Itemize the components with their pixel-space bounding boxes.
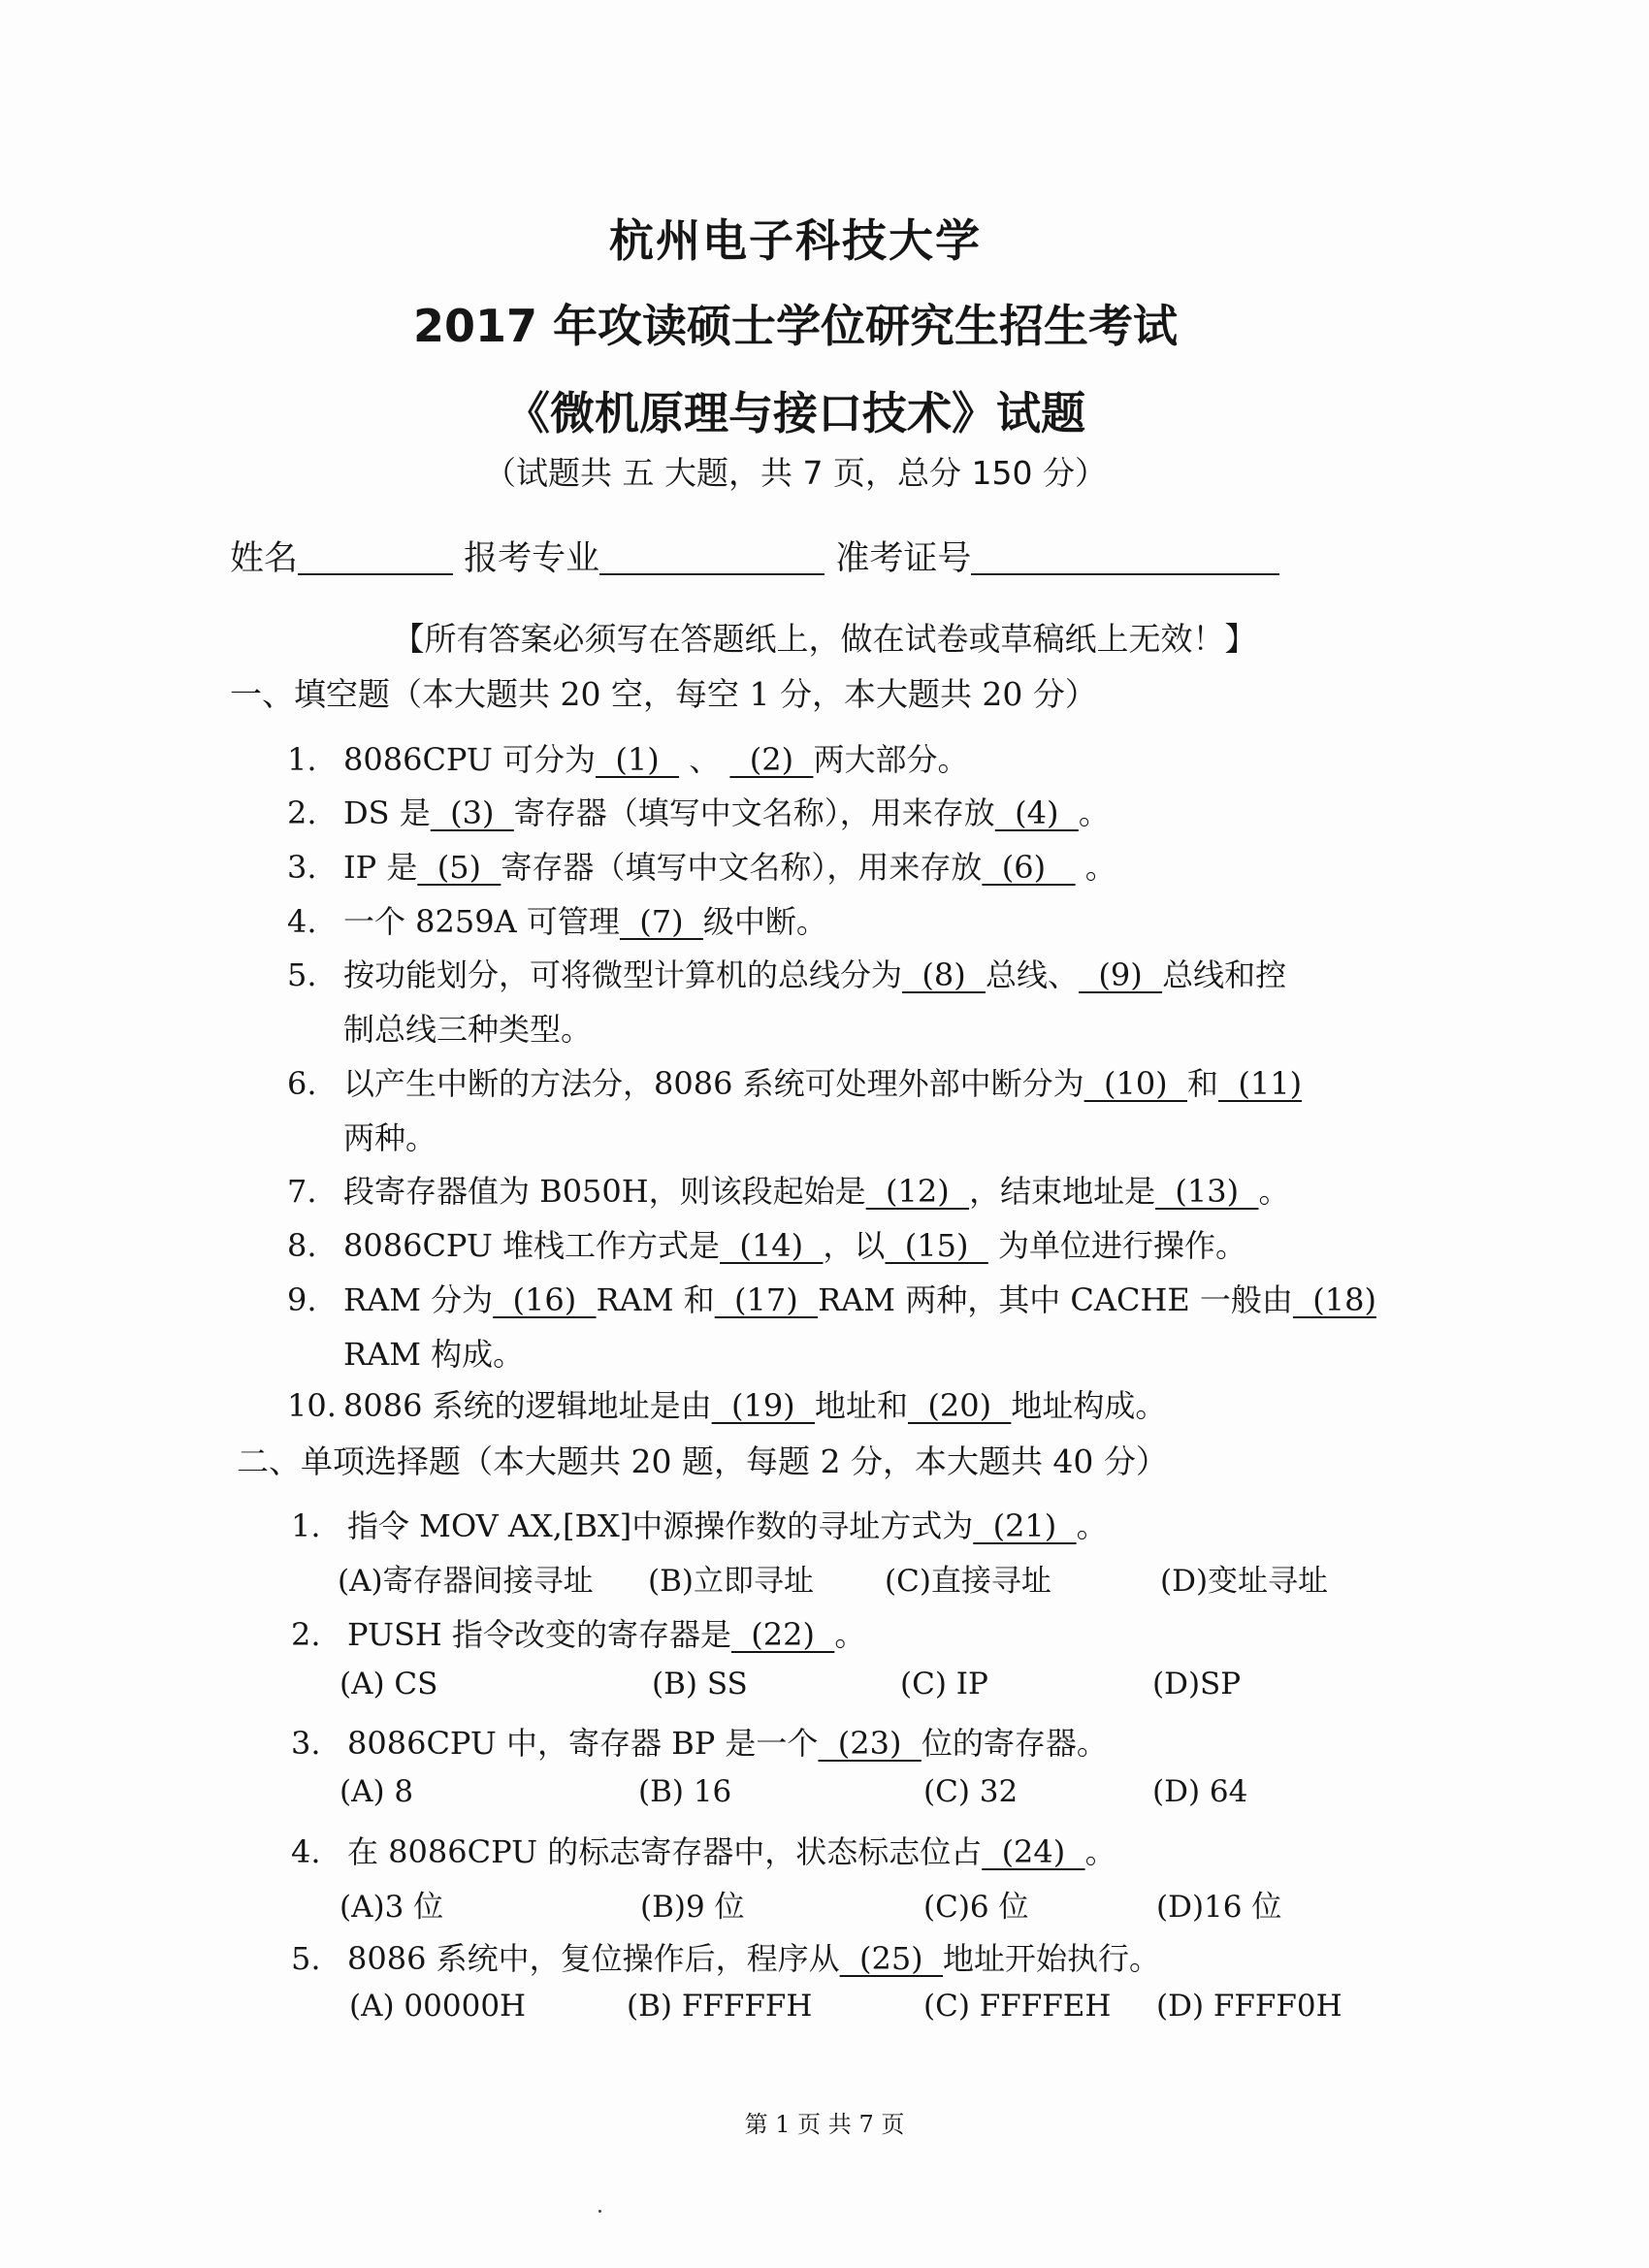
blank-2: (2) [729, 741, 814, 778]
option-2-1-a: (A)寄存器间接寻址 [338, 1564, 594, 1599]
option-2-2-d: (D)SP [1152, 1667, 1242, 1701]
option-2-2-b: (B) SS [652, 1667, 748, 1701]
blank-12: (12) [865, 1173, 970, 1210]
question-1-6-continued: 两种。 [343, 1119, 437, 1156]
option-2-3-b: (B) 16 [638, 1774, 732, 1809]
blank-1: (1) [596, 741, 680, 778]
option-2-4-c: (C)6 位 [923, 1890, 1029, 1925]
question-1-1: 1. 8086CPU 可分为 (1) 、 (2) 两大部分。 [287, 741, 969, 778]
blank-4: (4) [994, 794, 1079, 831]
blank-15: (15) [885, 1227, 988, 1264]
question-1-9: 9. RAM 分为 (16) RAM 和 (17) RAM 两种，其中 CACHE 一般由 (18) [287, 1281, 1376, 1318]
major-label: 报考专业 [464, 539, 600, 578]
name-label: 姓名 [230, 539, 299, 578]
question-2-5: 5. 8086 系统中，复位操作后，程序从 (25) 地址开始执行。 [291, 1940, 1161, 1977]
page-footer: 第 1 页 共 7 页 [744, 2111, 905, 2138]
id-field[interactable] [971, 540, 1279, 575]
candidate-info-line [230, 532, 1279, 580]
option-2-4-b: (B)9 位 [640, 1890, 745, 1925]
answer-notice: 【所有答案必须写在答题纸上，做在试卷或草稿纸上无效！】 [392, 620, 1257, 658]
question-2-3: 3. 8086CPU 中，寄存器 BP 是一个 (23) 位的寄存器。 [291, 1725, 1108, 1762]
blank-10: (10) [1083, 1065, 1187, 1102]
blank-22: (22) [730, 1616, 835, 1653]
option-2-4-d: (D)16 位 [1156, 1890, 1282, 1925]
question-1-8: 8. 8086CPU 堆栈工作方式是 (14) ，以 (15) 为单位进行操作。 [287, 1227, 1246, 1264]
question-1-7: 7. 段寄存器值为 B050H，则该段起始是 (12) ，结束地址是 (13) 。 [287, 1173, 1290, 1210]
question-1-5-continued: 制总线三种类型。 [343, 1011, 593, 1048]
question-2-2: 2. PUSH 指令改变的寄存器是 (22) 。 [291, 1616, 866, 1653]
blank-16: (16) [493, 1281, 597, 1318]
option-2-3-d: (D) 64 [1152, 1774, 1248, 1809]
option-2-1-c: (C)直接寻址 [885, 1564, 1051, 1599]
blank-9: (9) [1079, 956, 1163, 993]
question-2-1: 1. 指令 MOV AX,[BX]中源操作数的寻址方式为 (21) 。 [291, 1507, 1108, 1544]
option-2-1-d: (D)变址寻址 [1160, 1564, 1329, 1599]
university-title: 杭州电子科技大学 [609, 214, 982, 267]
question-1-3: 3. IP 是 (5) 寄存器（填写中文名称），用来存放 (6) 。 [287, 849, 1116, 886]
blank-13: (13) [1155, 1173, 1259, 1210]
option-2-2-c: (C) IP [900, 1667, 988, 1701]
blank-8: (8) [902, 956, 986, 993]
option-2-2-a: (A) CS [340, 1667, 438, 1701]
section1-heading: 一、填空题（本大题共 20 空，每空 1 分，本大题共 20 分） [230, 675, 1097, 713]
major-field[interactable] [599, 540, 824, 575]
blank-7: (7) [619, 903, 703, 940]
question-1-2: 2. DS 是 (3) 寄存器（填写中文名称），用来存放 (4) 。 [287, 794, 1110, 831]
question-2-4: 4. 在 8086CPU 的标志寄存器中，状态标志位占 (24) 。 [291, 1833, 1116, 1870]
blank-14: (14) [720, 1227, 824, 1264]
question-1-10: 10. 8086 系统的逻辑地址是由 (19) 地址和 (20) 地址构成。 [287, 1387, 1167, 1424]
scan-speck [598, 2210, 601, 2213]
blank-21: (21) [973, 1507, 1077, 1544]
exam-title: 2017 年攻读硕士学位研究生招生考试 [412, 300, 1179, 352]
blank-18: (18) [1292, 1281, 1376, 1318]
blank-5: (5) [417, 849, 501, 886]
option-2-5-d: (D) FFFF0H [1156, 1989, 1342, 2024]
blank-23: (23) [818, 1725, 922, 1762]
question-1-6: 6. 以产生中断的方法分，8086 系统可处理外部中断分为 (10) 和 (11) [287, 1065, 1303, 1102]
question-1-4: 4. 一个 8259A 可管理 (7) 级中断。 [287, 903, 827, 940]
option-2-3-c: (C) 32 [923, 1774, 1018, 1809]
option-2-4-a: (A)3 位 [340, 1890, 444, 1925]
id-label: 准考证号 [835, 539, 972, 578]
option-2-3-a: (A) 8 [340, 1774, 414, 1809]
blank-11: (11) [1218, 1065, 1303, 1102]
option-2-5-b: (B) FFFFFH [627, 1989, 813, 2024]
question-1-5: 5. 按功能划分，可将微型计算机的总线分为 (8) 总线、 (9) 总线和控 [287, 956, 1287, 993]
question-1-9-continued: RAM 构成。 [343, 1336, 525, 1373]
blank-3: (3) [430, 794, 514, 831]
option-2-5-c: (C) FFFFEH [923, 1989, 1112, 2024]
exam-summary: （试题共 五 大题，共 7 页，总分 150 分） [484, 454, 1107, 492]
blank-19: (19) [711, 1387, 815, 1424]
option-2-1-b: (B)立即寻址 [648, 1564, 814, 1599]
subject-title: 《微机原理与接口技术》试题 [505, 387, 1085, 439]
option-2-5-a: (A) 00000H [349, 1989, 527, 2024]
blank-20: (20) [908, 1387, 1012, 1424]
blank-25: (25) [839, 1940, 943, 1977]
blank-24: (24) [982, 1833, 1085, 1870]
section2-heading: 二、单项选择题（本大题共 20 题，每题 2 分，本大题共 40 分） [237, 1442, 1168, 1480]
blank-6: (6) [982, 849, 1076, 886]
name-field[interactable] [298, 540, 453, 575]
blank-17: (17) [714, 1281, 819, 1318]
